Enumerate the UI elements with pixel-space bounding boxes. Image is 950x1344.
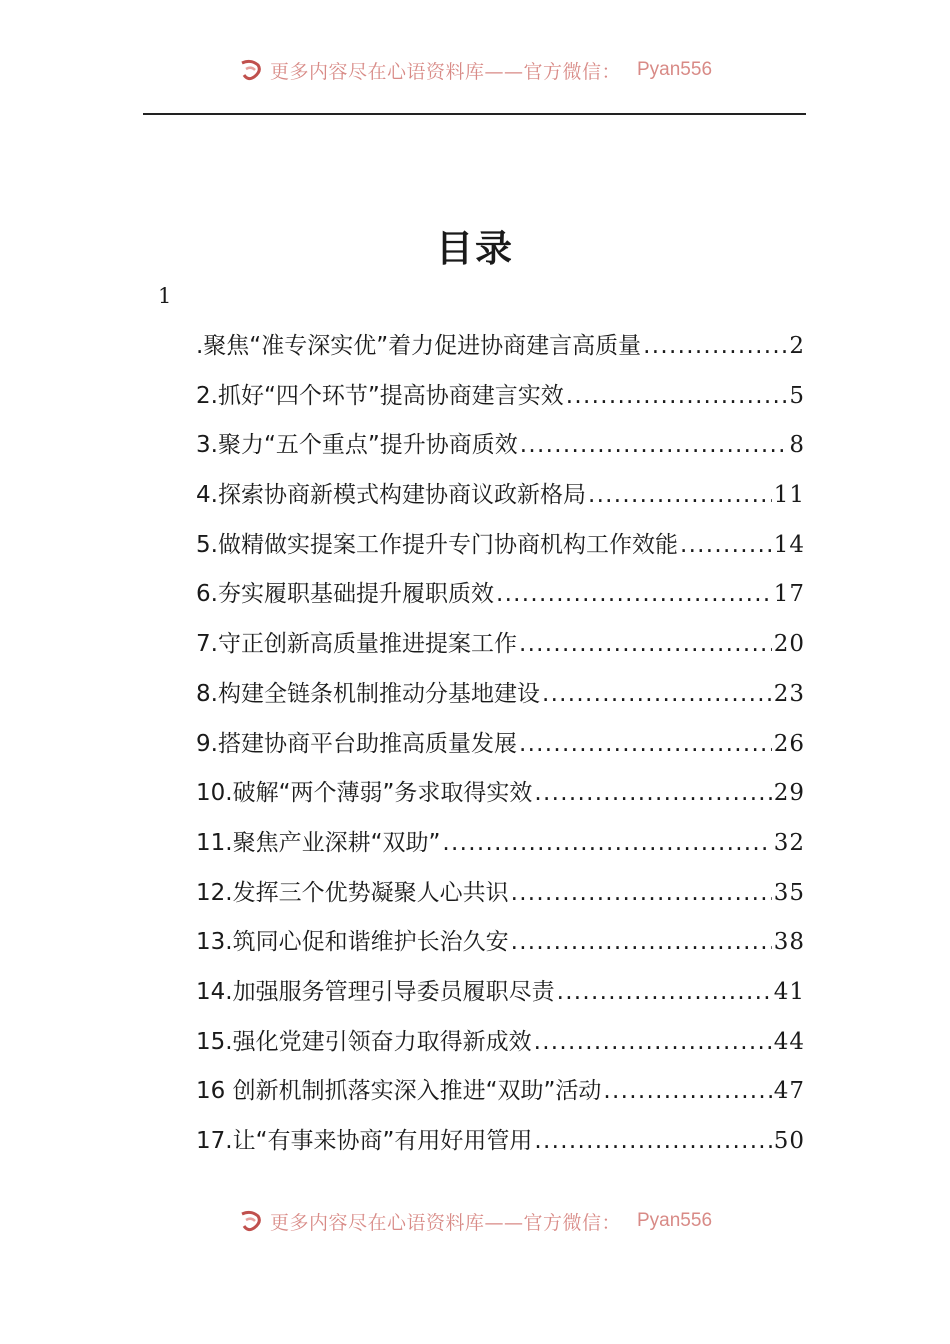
toc-entry-page: 44 (773, 1028, 805, 1055)
toc-entry-title: 13.筑同心促和谐维护长治久安 (196, 929, 509, 956)
watermark-text: 更多内容尽在心语资料库——官方微信： (269, 1211, 621, 1234)
toc-entry-title: 5.做精做实提案工作提升专门协商机构工作效能 (196, 531, 678, 558)
toc-entry-page: 14 (773, 531, 805, 558)
toc-entry-title: 14.加强服务管理引导委员履职尽责 (196, 978, 555, 1005)
toc-entry[interactable] (196, 975, 805, 1025)
toc-entry[interactable] (196, 776, 805, 826)
toc-leader-dots (511, 876, 772, 910)
toc-entry[interactable] (196, 876, 805, 926)
toc-entry-page: 20 (773, 631, 805, 658)
toc-leader-dots (519, 727, 772, 761)
toc-entry-title: 15.强化党建引领奋力取得新成效 (196, 1028, 532, 1055)
footer-watermark (0, 1207, 950, 1235)
logo-icon (238, 1208, 264, 1234)
toc-leader-dots (496, 577, 772, 611)
toc-entry-title: 3.聚力“五个重点”提升协商质效 (196, 432, 518, 459)
toc-entry[interactable] (196, 627, 805, 677)
toc-leader-dots (534, 1025, 772, 1059)
toc-entry[interactable] (196, 528, 805, 578)
toc-leader-dots (603, 1074, 771, 1108)
logo-icon (238, 57, 264, 83)
toc-entry[interactable] (196, 925, 805, 975)
toc-entry-page: 5 (789, 382, 805, 409)
toc-leader-dots (566, 379, 788, 413)
toc-entry[interactable] (196, 826, 805, 876)
toc-entry-page: 26 (773, 730, 805, 757)
toc-leader-dots (643, 329, 787, 363)
toc-leader-dots (534, 1124, 771, 1158)
toc-entry[interactable] (196, 1074, 805, 1124)
toc-leader-dots (542, 677, 772, 711)
toc-entry-title: 4.探索协商新模式构建协商议政新格局 (196, 482, 586, 509)
toc-entry-title: 10.破解“两个薄弱”务求取得实效 (196, 780, 533, 807)
toc-leader-dots (520, 428, 788, 462)
toc-entry-page: 8 (789, 432, 805, 459)
toc-entry[interactable] (196, 379, 805, 429)
header-rule (143, 113, 806, 115)
watermark-text: 更多内容尽在心语资料库——官方微信： (269, 60, 621, 83)
toc-entry[interactable] (196, 478, 805, 528)
toc-entry[interactable] (196, 1124, 805, 1174)
toc-entry[interactable] (196, 329, 805, 379)
watermark-account: Pyan556 (637, 59, 713, 80)
toc-entry-title: .聚焦“准专深实优”着力促进协商建言高质量 (196, 333, 642, 359)
header-watermark (0, 56, 950, 84)
table-of-contents (196, 329, 805, 1174)
watermark-account: Pyan556 (637, 1210, 713, 1231)
toc-entry-page: 11 (773, 482, 805, 509)
toc-entry[interactable] (196, 1025, 805, 1075)
toc-entry-title: 16 创新机制抓落实深入推进“双助”活动 (196, 1078, 602, 1105)
toc-entry-title: 6.夯实履职基础提升履职质效 (196, 581, 494, 608)
toc-entry-page: 50 (773, 1128, 805, 1154)
toc-entry-page: 41 (773, 978, 805, 1005)
toc-entry-title: 2.抓好“四个环节”提高协商建言实效 (196, 382, 564, 409)
page-title: 目录 (436, 226, 514, 270)
toc-entry-title: 8.构建全链条机制推动分基地建设 (196, 680, 540, 707)
toc-leader-dots (680, 528, 772, 562)
toc-entry-title: 7.守正创新高质量推进提案工作 (196, 631, 517, 658)
toc-entry-page: 29 (773, 780, 805, 807)
toc-entry-page: 32 (773, 829, 805, 856)
toc-entry[interactable] (196, 677, 805, 727)
toc-leader-dots (519, 627, 772, 661)
toc-entry[interactable] (196, 428, 805, 478)
toc-entry-title: 9.搭建协商平台助推高质量发展 (196, 730, 517, 757)
toc-entry[interactable] (196, 577, 805, 627)
toc-entry-page: 2 (789, 333, 805, 359)
toc-entry-title: 11.聚焦产业深耕“双助” (196, 829, 441, 856)
toc-leader-dots (511, 925, 772, 959)
toc-entry-page: 38 (773, 929, 805, 956)
toc-entry-page: 17 (773, 581, 805, 608)
toc-entry-page: 23 (773, 680, 805, 707)
toc-leader-dots (588, 478, 772, 512)
toc-leader-dots (557, 975, 772, 1009)
toc-entry-title: 12.发挥三个优势凝聚人心共识 (196, 879, 509, 906)
section-marker: 1 (158, 284, 172, 308)
toc-leader-dots (534, 776, 771, 810)
toc-entry-page: 47 (773, 1078, 805, 1105)
toc-entry[interactable] (196, 727, 805, 777)
toc-entry-title: 17.让“有事来协商”有用好用管用 (196, 1128, 533, 1154)
toc-entry-page: 35 (773, 879, 805, 906)
toc-leader-dots (442, 826, 771, 860)
